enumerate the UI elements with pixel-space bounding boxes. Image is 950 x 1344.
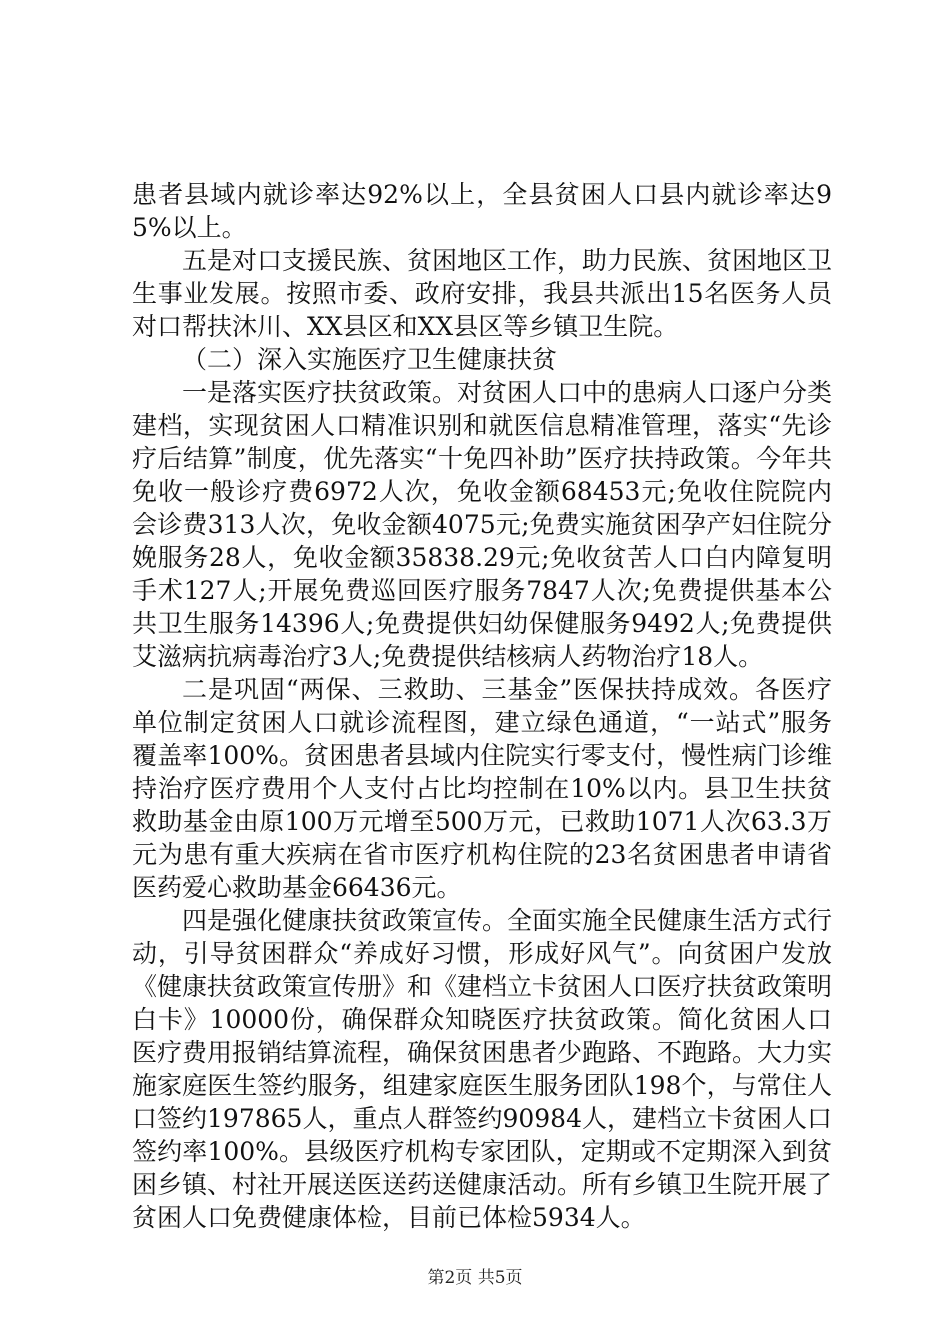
section-heading: （二）深入实施医疗卫生健康扶贫 [182, 345, 558, 374]
paragraph-1: 患者县域内就诊率达92%以上，全县贫困人口县内就诊率达95%以上。 [132, 180, 832, 242]
page-number-footer: 第2页 共5页 [427, 1268, 523, 1288]
paragraph-4: 二是巩固“两保、三救助、三基金”医保扶持成效。各医疗单位制定贫困人口就诊流程图，建立绿色通道，“一站式”服务覆盖率100%。贫困患者县域内住院实行零支付，慢性病门诊维持治疗医疗费用个人支付占比均控制在10%以内。县卫生扶贫救助基金由原100万元增至500万元，已救助1071人次63.3万元为患有重大疾病在省市医疗机构住院的23名贫困患者申请省医药爱心救助基金66436元。 [132, 675, 832, 902]
paragraph-3: 一是落实医疗扶贫政策。对贫困人口中的患病人口逐户分类建档，实现贫困人口精准识别和就医信息精准管理，落实“先诊疗后结算”制度，优先落实“十免四补助”医疗扶持政策。今年共免收一般诊疗费6972人次，免收金额68453元;免收住院院内会诊费313人次，免收金额4075元;免费实施贫困孕产妇住院分娩服务28人，免收金额35838.29元;免收贫苦人口白内障复明手术127人;开展免费巡回医疗服务7847人次;免费提供基本公共卫生服务14396人;免费提供妇幼保健服务9492人;免费提供艾滋病抗病毒治疗3人;免费提供结核病人药物治疗18人。 [132, 378, 833, 671]
document-body [132, 178, 832, 1234]
paragraph-5: 四是强化健康扶贫政策宣传。全面实施全民健康生活方式行动，引导贫困群众“养成好习惯，形成好风气”。向贫困户发放《健康扶贫政策宣传册》和《建档立卡贫困人口医疗扶贫政策明白卡》10000份，确保群众知晓医疗扶贫政策。简化贫困人口医疗费用报销结算流程，确保贫困患者少跑路、不跑路。大力实施家庭医生签约服务，组建家庭医生服务团队198个，与常住人口签约197865人，重点人群签约90984人，建档立卡贫困人口签约率100%。县级医疗机构专家团队，定期或不定期深入到贫困乡镇、村社开展送医送药送健康活动。所有乡镇卫生院开展了贫困人口免费健康体检，目前已体检5934人。 [132, 906, 833, 1232]
paragraph-2: 五是对口支援民族、贫困地区工作，助力民族、贫困地区卫生事业发展。按照市委、政府安排，我县共派出15名医务人员对口帮扶沐川、XX县区和XX县区等乡镇卫生院。 [132, 246, 833, 341]
